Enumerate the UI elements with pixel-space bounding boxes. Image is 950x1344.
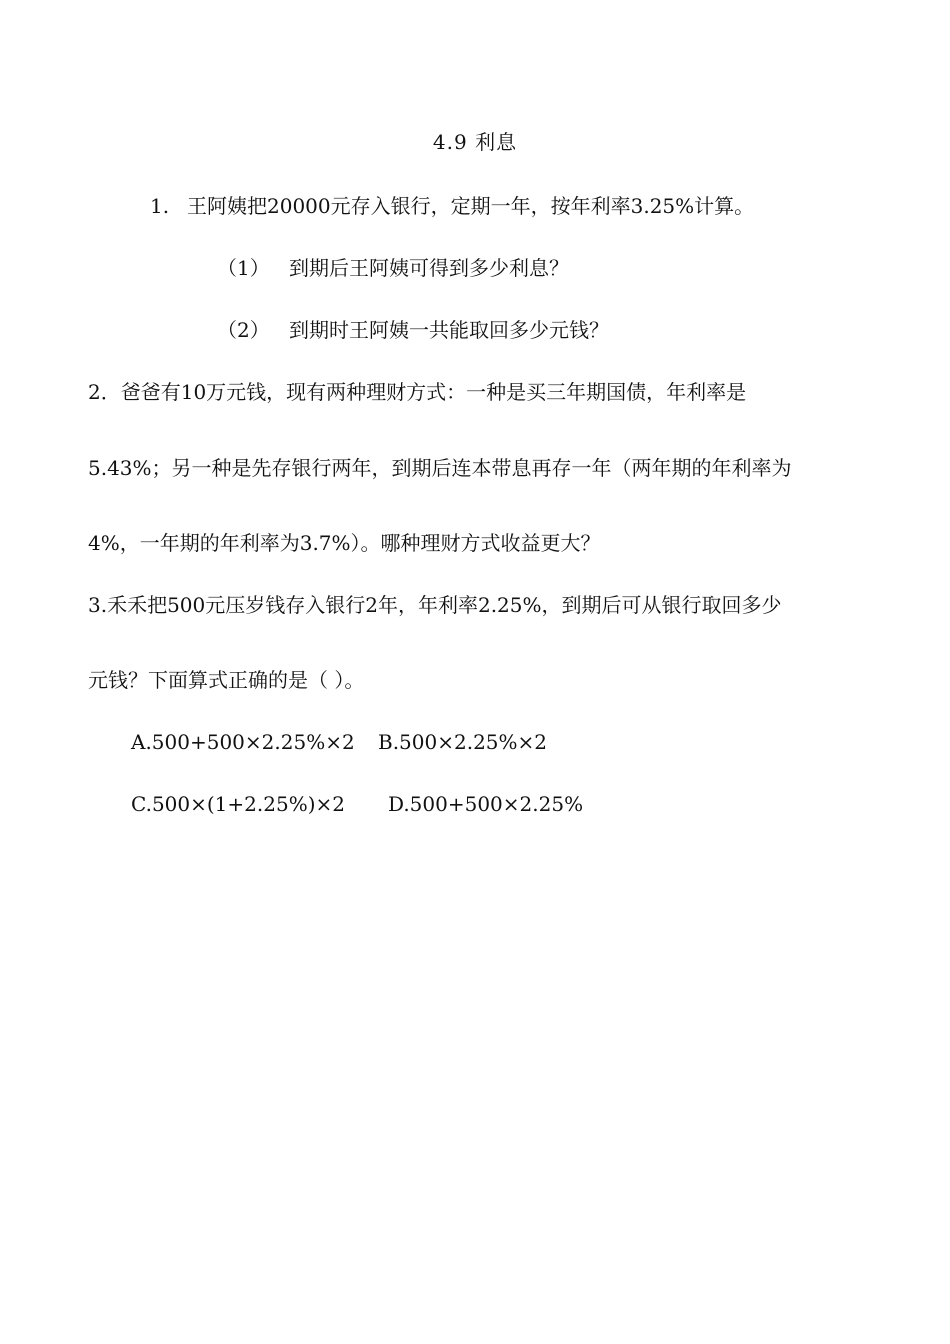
question-2-line: 2．爸爸有10万元钱，现有两种理财方式：一种是买三年期国债，年利率是 (88, 380, 747, 404)
subquestion-1-number: （1） (217, 256, 270, 280)
page-title: 4.9 利息 (432, 130, 518, 154)
question-1-stem (150, 192, 754, 220)
question-2-line: 4%，一年期的年利率为3.7%）。哪种理财方式收益更大？ (88, 531, 601, 555)
subquestion-1-text: 到期后王阿姨可得到多少利息？ (289, 256, 569, 280)
option-b: B.500×2.25%×2 (378, 730, 548, 754)
question-1-subquestion-1 (217, 254, 569, 282)
question-1-text: 王阿姨把20000元存入银行，定期一年，按年利率3.25%计算。 (187, 194, 755, 218)
question-3-line: 3.禾禾把500元压岁钱存入银行2年，年利率2.25%，到期后可从银行取回多少 (88, 593, 782, 617)
option-c: C.500×(1+2.25%)×2 (131, 792, 345, 816)
question-2-line: 5.43%；另一种是先存银行两年，到期后连本带息再存一年（两年期的年利率为 (88, 456, 792, 480)
option-a: A.500+500×2.25%×2 (131, 730, 355, 754)
question-1-subquestion-2 (217, 316, 609, 344)
subquestion-2-number: （2） (217, 318, 270, 342)
subquestion-2-text: 到期时王阿姨一共能取回多少元钱？ (289, 318, 609, 342)
option-d: D.500+500×2.25% (388, 792, 584, 816)
question-1-number: 1. (150, 194, 170, 218)
question-3-line: 元钱？下面算式正确的是（ ）。 (88, 668, 365, 692)
